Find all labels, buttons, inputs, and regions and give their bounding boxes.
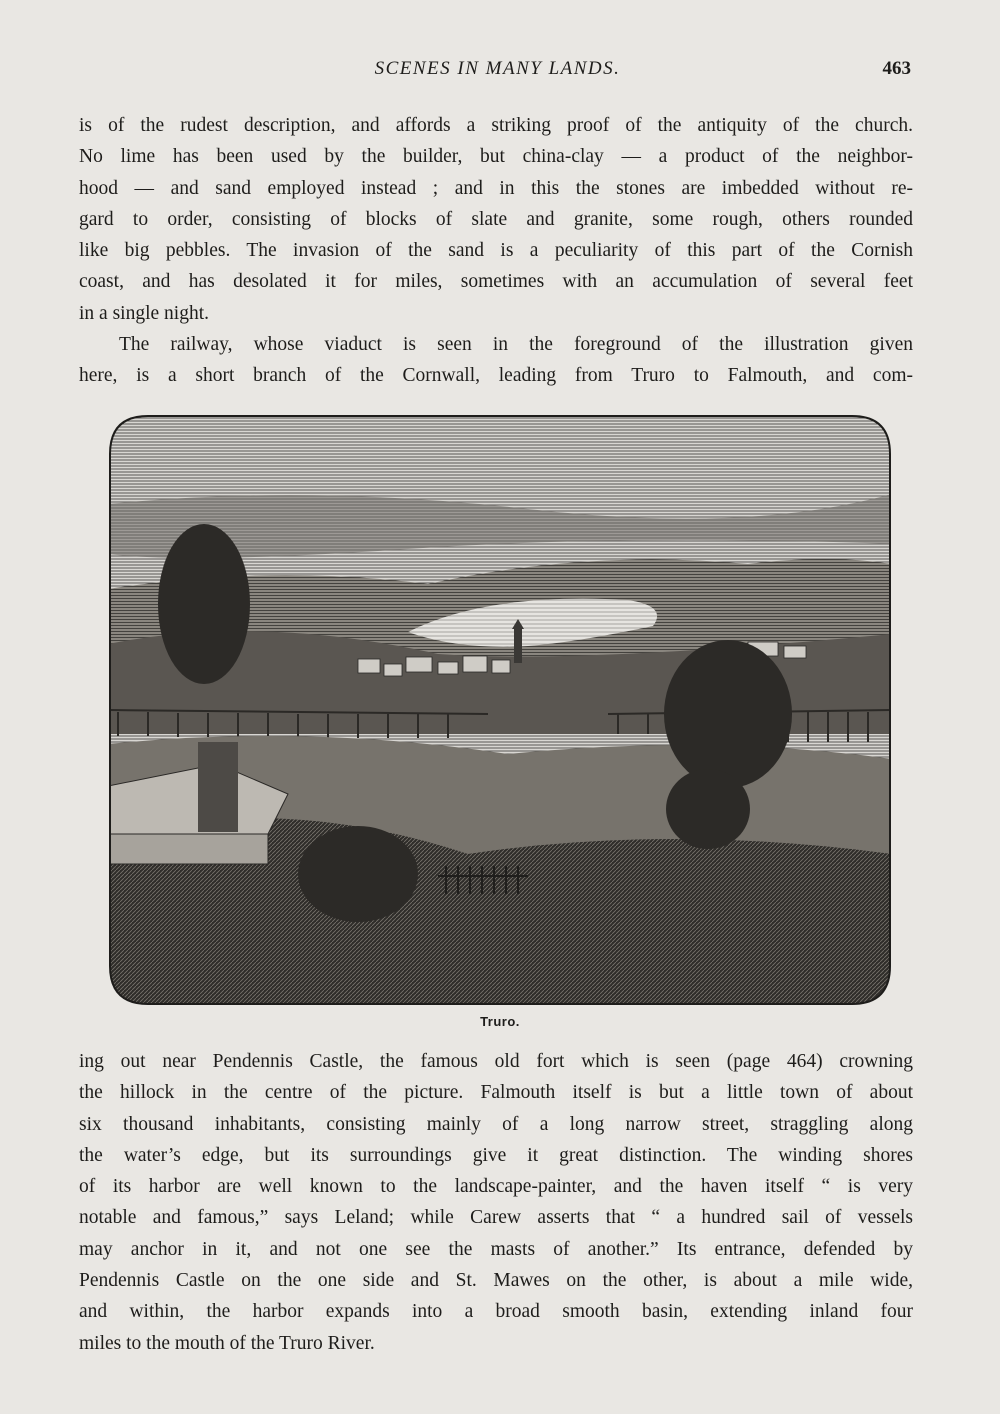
text-line: here, is a short branch of the Cornwall, leading from Truro to Falmouth, and com- [79, 365, 913, 387]
engraving-scene [108, 414, 892, 1006]
text-line: hood — and sand employed instead ; and in this the stones are imbedded without re- [79, 177, 913, 199]
page-number: 463 [882, 58, 911, 79]
text-line: miles to the mouth of the Truro River. [79, 1332, 375, 1354]
paragraph-2 [79, 329, 913, 392]
text-line: of its harbor are well known to the landscape-painter, and the haven itself “ is very [79, 1176, 913, 1198]
text-line: The railway, whose viaduct is seen in the foreground of the illustration given [119, 334, 913, 355]
text-line: and within, the harbor expands into a broad smooth basin, extending inland four [79, 1301, 913, 1323]
paragraph-1 [79, 110, 913, 329]
church-tower [514, 629, 522, 663]
text-line: is of the rudest description, and affords a striking proof of the antiquity of the church. [79, 115, 913, 136]
running-head [80, 58, 915, 84]
text-line: ing out near Pendennis Castle, the famous old fort which is seen (page 464) crowning [79, 1051, 913, 1072]
text-line: like big pebbles. The invasion of the sand is a peculiarity of this part of the Cornish [79, 240, 913, 262]
text-line: No lime has been used by the builder, but china-clay — a product of the neighbor- [79, 146, 913, 168]
text-line: the water’s edge, but its surroundings give it great distinction. The winding shores [79, 1144, 913, 1166]
text-line: Pendennis Castle on the one side and St. Mawes on the other, is about a mile wide, [79, 1270, 913, 1292]
figure-caption: Truro. [480, 1014, 520, 1029]
text-line: coast, and has desolated it for miles, sometimes with an accumulation of several feet [79, 271, 913, 293]
text-line: the hillock in the centre of the picture. Falmouth itself is but a little town of about [79, 1082, 913, 1104]
text-line: in a single night. [79, 302, 209, 324]
text-line: six thousand inhabitants, consisting mainly of a long narrow street, straggling along [79, 1113, 913, 1135]
engraving-illustration [108, 414, 892, 1006]
text-line: notable and famous,” says Leland; while Carew asserts that “ a hundred sail of vessels [79, 1207, 913, 1229]
text-line: may anchor in it, and not one see the masts of another.” Its entrance, defended by [79, 1238, 913, 1260]
paragraph-3 [79, 1046, 913, 1359]
text-line: gard to order, consisting of blocks of slate and granite, some rough, others rounded [79, 208, 913, 230]
running-title: SCENES IN MANY LANDS. [374, 58, 621, 79]
